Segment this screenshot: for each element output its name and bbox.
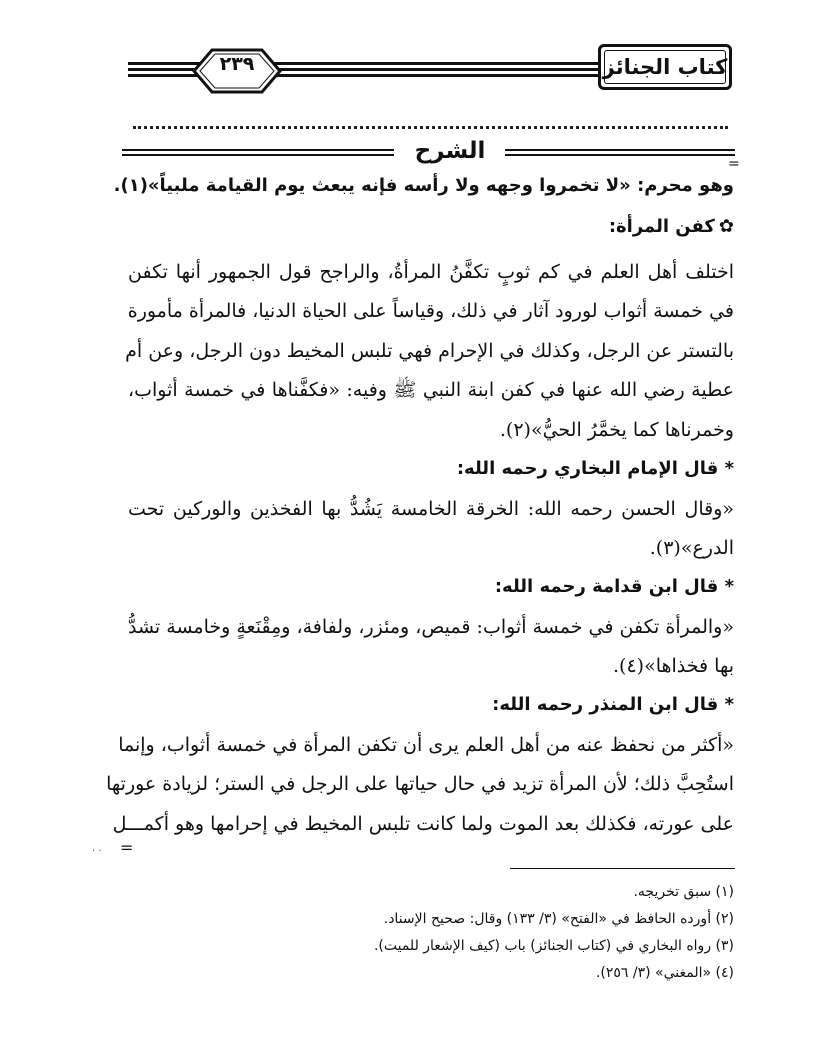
heading-ibn-al-mundhir: * قال ابن المنذر رحمه الله: (492, 694, 734, 715)
continuation-mark-bottom: = (120, 838, 134, 857)
body-line-1: وهو محرم: «لا تخمروا وجهه ولا رأسه فإنه يبعث يوم القيامة ملبياً»(١). (113, 175, 734, 196)
body-line-6: عطية رضي الله عنها في كفن ابنة النبي ﷺ وفيه: «فكفَّناها في خمسة أثواب، (128, 379, 734, 401)
section-rule-right (505, 149, 735, 156)
flower-icon: ✿ (718, 216, 734, 237)
footnote-3: (٣) رواه البخاري في (كتاب الجنائز) باب (كيف الإشعار للميت). (373, 938, 734, 954)
section-title: الشرح (414, 138, 486, 164)
footnote-1: (١) سبق تخريجه. (633, 884, 734, 900)
body-line-17: على عورته، فكذلك بعد الموت ولما كانت تلبس المخيط في إحرامها وهو أكمـــل (112, 813, 734, 835)
heading-bukhari: * قال الإمام البخاري رحمه الله: (456, 458, 734, 479)
body-line-16: استُحِبَّ ذلك؛ لأن المرأة تزيد في حال حياتها على الرجل في الستر؛ لزيادة عورتها (106, 773, 734, 795)
body-line-13: بها فخذاها»(٤). (613, 655, 734, 677)
book-title: كتاب الجنائز (602, 55, 728, 79)
page-number: ٢٣٩ (219, 53, 255, 75)
body-line-3: اختلف أهل العلم في كم ثوبٍ تكفَّنُ المرأةُ، والراجح قول الجمهور أنها تكفن (128, 261, 734, 283)
section-rule-left (122, 149, 394, 156)
footnote-rule (510, 868, 735, 869)
heading-woman-shroud: ✿كفن المرأة: (609, 213, 734, 241)
heading-ibn-qudama: * قال ابن قدامة رحمه الله: (494, 576, 734, 597)
body-line-10: الدرع»(٣). (649, 537, 734, 559)
edge-dots: · · (92, 846, 102, 857)
body-line-7: وخمرناها كما يخمَّرُ الحيُّ»(٢). (499, 419, 734, 441)
body-line-9: «وقال الحسن رحمه الله: الخرقة الخامسة يَشُدُّ بها الفخذين والوركين تحت (128, 498, 734, 520)
body-line-4: في خمسة أثواب لورود آثار في ذلك، وقياساً على الحياة الدنيا، فالمرأة مأمورة (127, 300, 734, 322)
book-title-box (598, 44, 732, 90)
continuation-mark-top: = (728, 156, 740, 172)
body-line-5: بالتستر عن الرجل، وكذلك في الإحرام فهي تلبس المخيط دون الرجل، وعن أم (125, 340, 734, 362)
body-line-12: «والمرأة تكفن في خمسة أثواب: قميص، ومئزر، ولفافة، ومِقْنَعةٍ وخامسة تشدُّ (128, 616, 734, 638)
footnote-4: (٤) «المغني» (٣/ ٢٥٦). (595, 965, 734, 981)
dotted-separator (133, 126, 728, 129)
body-line-15: «أكثر من نحفظ عنه من أهل العلم يرى أن تكفن المرأة في خمسة أثواب، وإنما (118, 734, 734, 756)
footnote-2: (٢) أورده الحافظ في «الفتح» (٣/ ١٣٣) وقال: صحيح الإسناد. (383, 911, 734, 927)
